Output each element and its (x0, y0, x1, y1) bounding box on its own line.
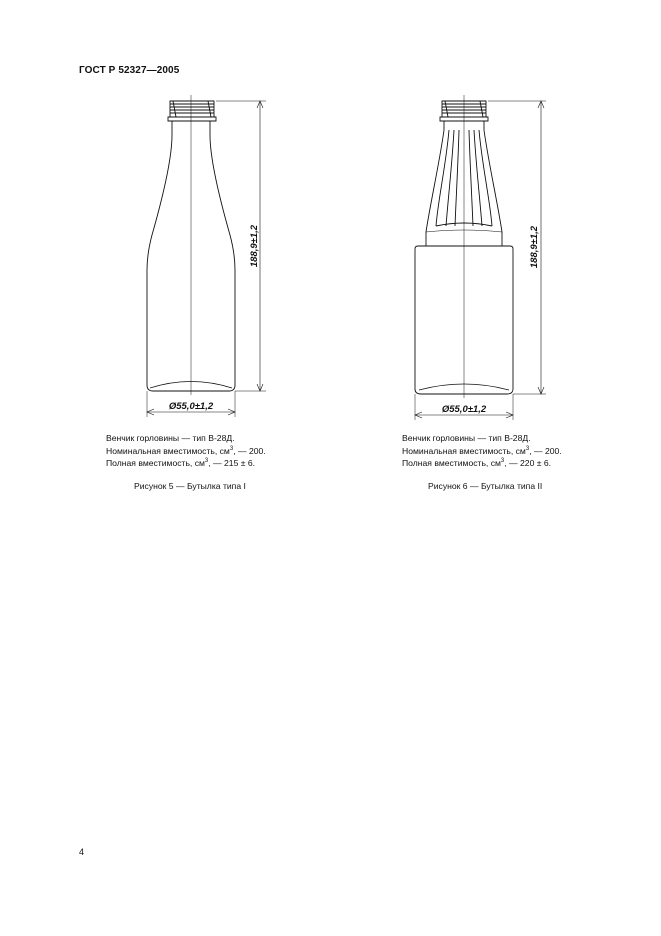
document-header: ГОСТ Р 52327—2005 (79, 65, 180, 76)
bottle-1-specs (106, 432, 266, 470)
bottle-2-nominal-capacity: Номинальная вместимость, $см^3$, — 200. (402, 445, 562, 456)
bottle-type-2-drawing (415, 95, 546, 420)
bottle-1-diameter-dimension: Ø55,0±1,2 (168, 401, 214, 412)
bottle-2-specs (402, 432, 562, 470)
bottle-2-finish: Венчик горловины — тип В-28Д. (402, 433, 531, 443)
figure-6-caption: Рисунок 6 — Бутылка типа II (428, 481, 543, 491)
bottle-1-full-capacity: Полная вместимость, $см^3$, — 215 ± 6. (106, 458, 256, 469)
bottle-1-nominal-capacity: Номинальная вместимость, $см^3$, — 200. (106, 445, 266, 456)
figure-5-caption: Рисунок 5 — Бутылка типа I (134, 481, 246, 491)
bottle-2-diameter-dimension: Ø55,0±1,2 (441, 404, 487, 415)
bottle-2-full-capacity: Полная вместимость, $см^3$, — 220 ± 6. (402, 458, 552, 469)
bottle-1-finish: Венчик горловины — тип В-28Д. (106, 433, 235, 443)
page-number: 4 (79, 847, 85, 857)
bottle-2-height-dimension: 188,9±1,2 (529, 225, 540, 269)
bottle-1-height-dimension: 188,9±1,2 (249, 224, 260, 268)
